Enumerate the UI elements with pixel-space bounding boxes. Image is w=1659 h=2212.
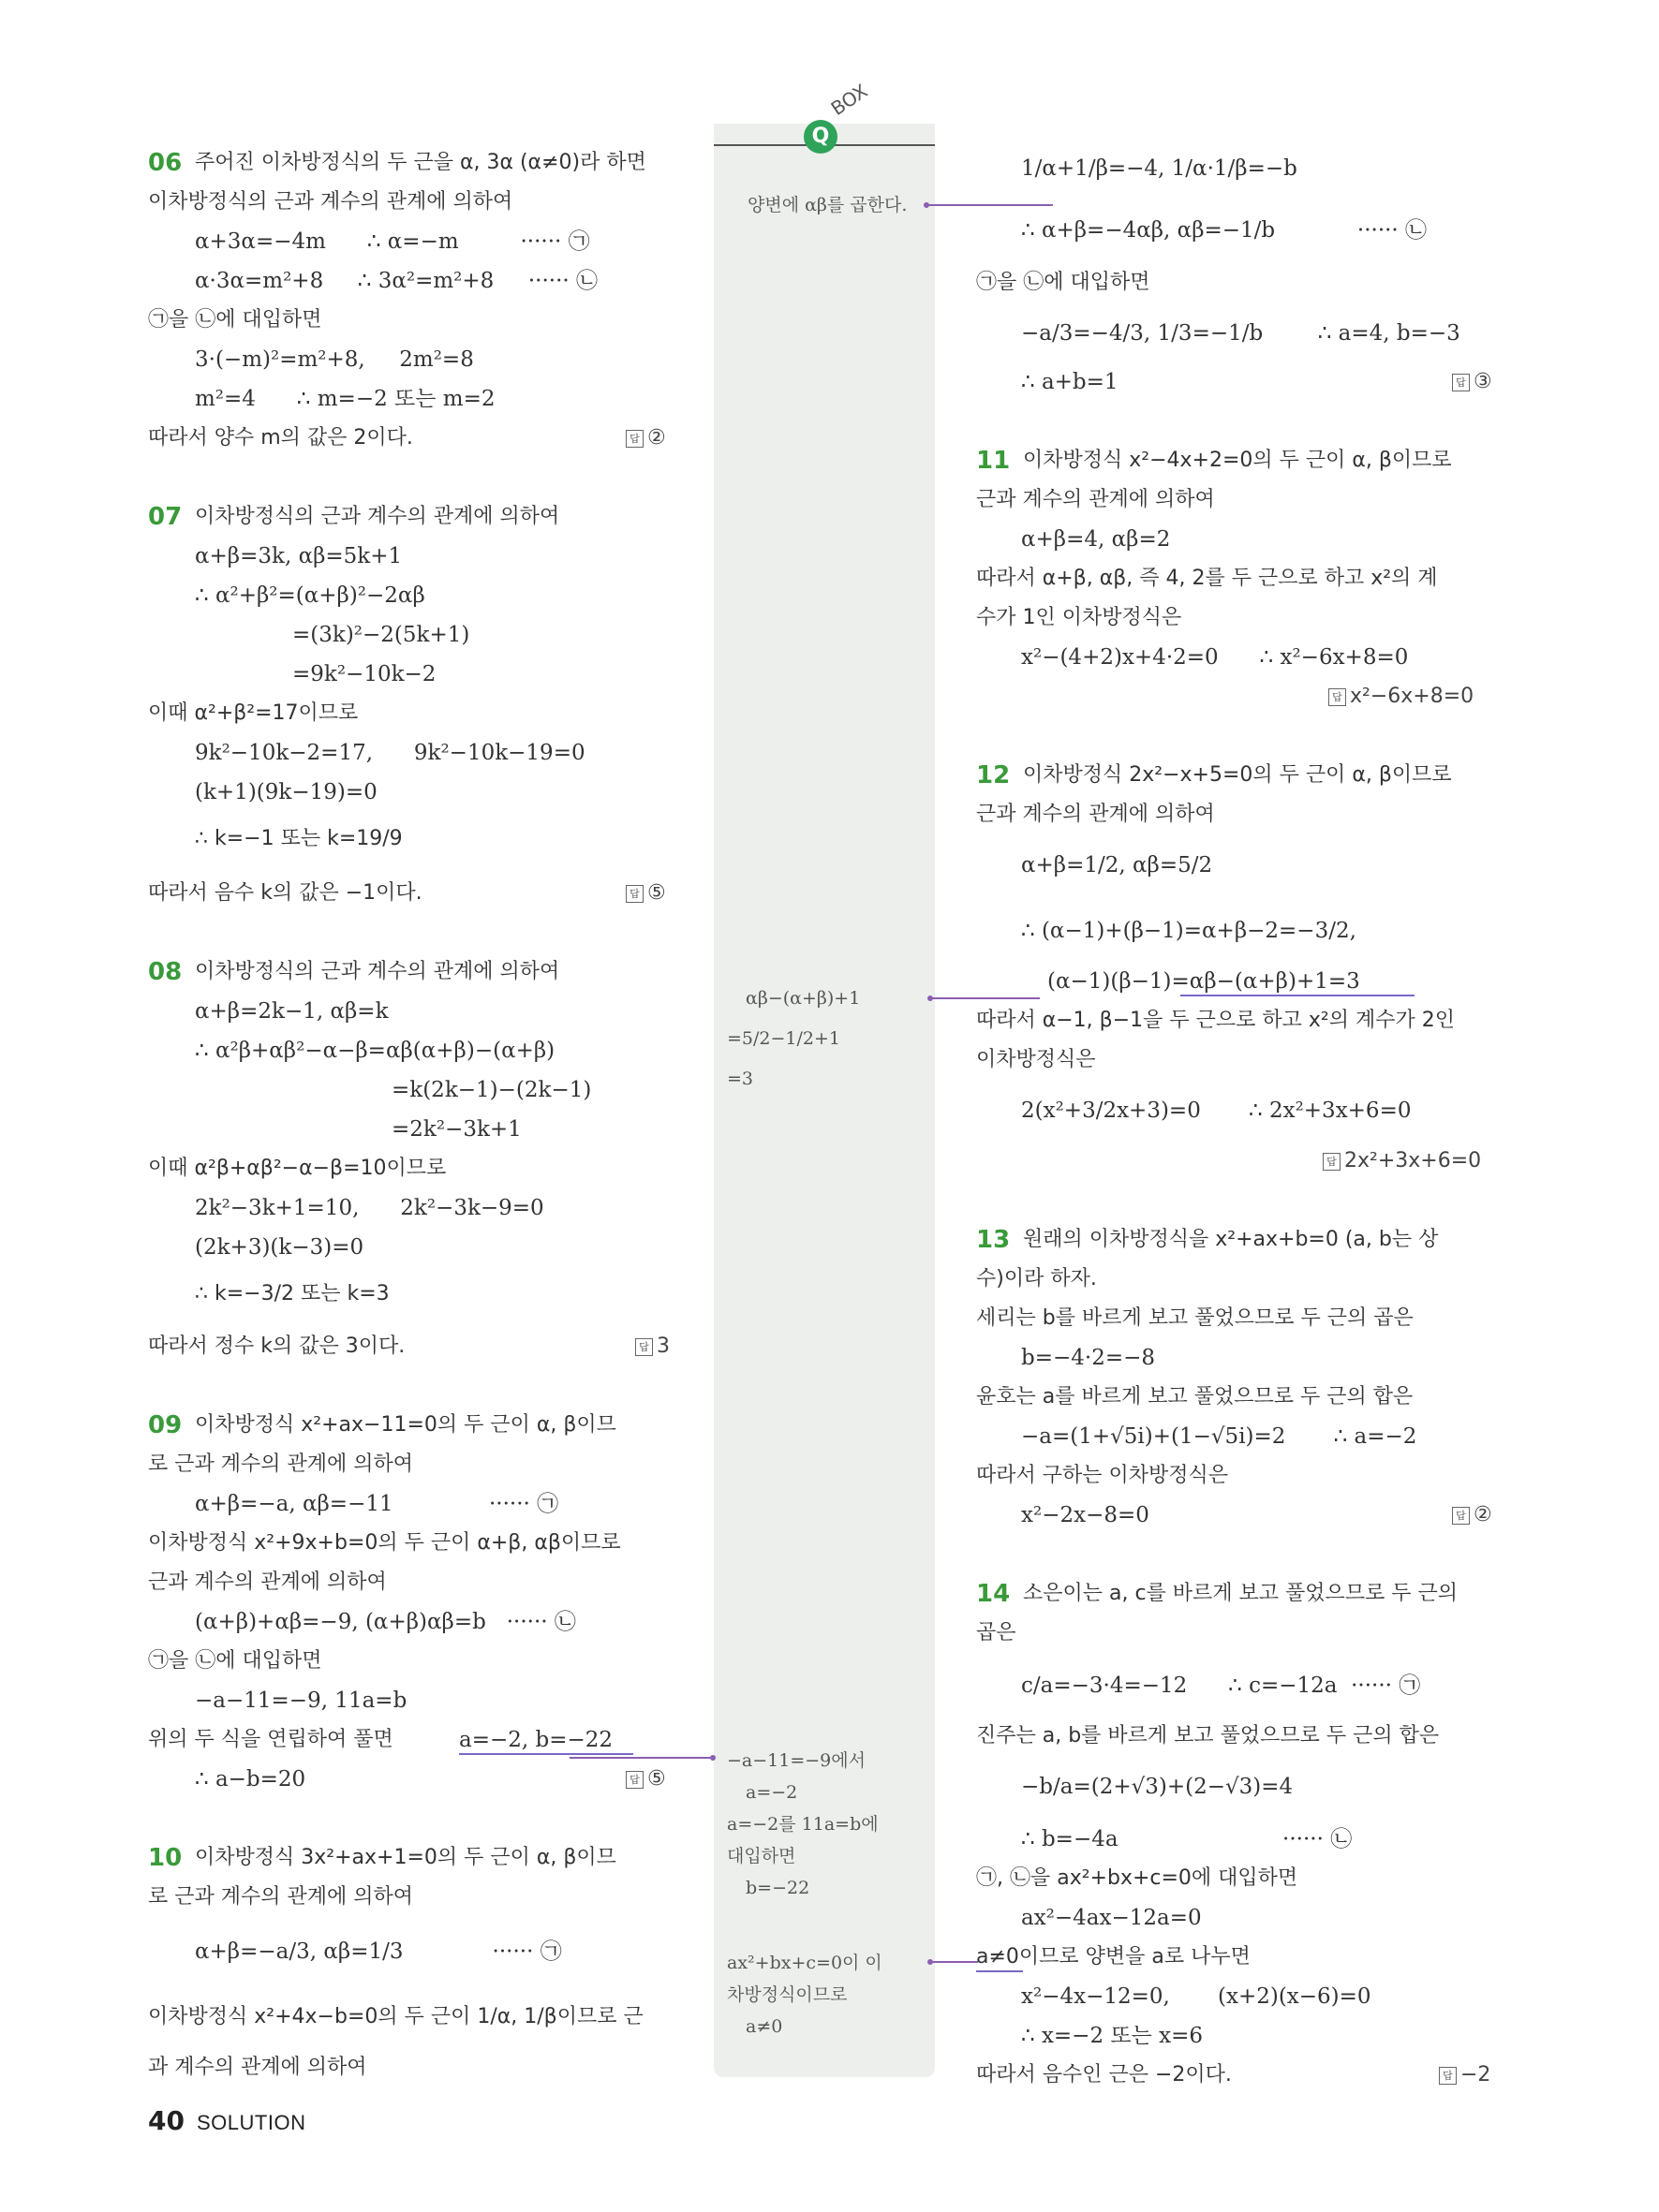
solution-line: 이차방정식 x²+4x−b=0의 두 근이 1/α, 1/β이므로 근 xyxy=(148,2005,644,2028)
solution-line: 따라서 α+β, αβ, 즉 4, 2를 두 근으로 하고 x²의 계 xyxy=(976,567,1438,590)
solution-line: 윤호는 a를 바르게 보고 풀었으므로 두 근의 합은 xyxy=(976,1385,1414,1408)
solution-line: ax²−4ax−12a=0 xyxy=(1021,1906,1202,1930)
solution-line: 이때 α²+β²=17이므로 xyxy=(148,701,359,725)
solution-line: 따라서 구하는 이차방정식은 xyxy=(976,1464,1229,1487)
problem-number: 11 xyxy=(976,447,1011,475)
solution-line: ∴ a+b=1 xyxy=(1021,370,1118,394)
solution-line: 3·(−m)²=m²+8, 2m²=8 xyxy=(195,347,474,372)
problem-number: 14 xyxy=(976,1580,1011,1608)
solution-line: ∴ x=−2 또는 x=6 xyxy=(1021,2024,1204,2048)
answer-box-icon: 답 xyxy=(626,430,644,448)
answer-value: ③ xyxy=(1474,370,1492,393)
solution-line: −a/3=−4/3, 1/3=−1/b ∴ a=4, b=−3 xyxy=(1021,321,1460,346)
solution-line: 근과 계수의 관계에 의하여 xyxy=(976,488,1215,511)
solution-line: x²−4x−12=0, (x+2)(x−6)=0 xyxy=(1021,1984,1371,2009)
underline xyxy=(976,1970,1023,1972)
solution-line: x²−(4+2)x+4·2=0 ∴ x²−6x+8=0 xyxy=(1021,645,1409,670)
solution-line: 위의 두 식을 연립하여 풀면 xyxy=(148,1728,393,1751)
solution-line: 1/α+1/β=−4, 1/α·1/β=−b xyxy=(1021,156,1297,181)
answer xyxy=(1439,2062,1490,2088)
solution-line: (2k+3)(k−3)=0 xyxy=(195,1235,364,1260)
solution-line: 근과 계수의 관계에 의하여 xyxy=(976,803,1215,826)
answer xyxy=(1452,1502,1492,1528)
answer xyxy=(626,1766,666,1792)
solution-line: 9k²−10k−2=17, 9k²−10k−19=0 xyxy=(195,741,585,765)
answer-value: −2 xyxy=(1460,2063,1491,2087)
solution-line: α+3α=−4m ∴ α=−m ······ ㉠ xyxy=(195,229,590,254)
connector-dot xyxy=(710,1755,716,1761)
solution-line: ㉠을 ㉡에 대입하면 xyxy=(148,1649,322,1673)
solution-line: 따라서 음수 k의 값은 −1이다. xyxy=(148,881,422,905)
underline xyxy=(459,1753,633,1755)
solution-line: =9k²−10k−2 xyxy=(292,662,437,686)
note-line: a=−2를 11a=b에 xyxy=(727,1814,879,1835)
answer-box-icon: 답 xyxy=(1452,374,1470,391)
solution-line: 이차방정식 x²+9x+b=0의 두 근이 α+β, αβ이므로 xyxy=(148,1531,621,1555)
connector-line xyxy=(570,1757,712,1759)
solution-line: 이차방정식은 xyxy=(976,1048,1096,1071)
answer-box-icon: 답 xyxy=(626,885,644,903)
solution-line: 2k²−3k+1=10, 2k²−3k−9=0 xyxy=(195,1196,544,1220)
note-line: =3 xyxy=(727,1069,754,1089)
solution-line: =(3k)²−2(5k+1) xyxy=(292,623,470,647)
answer-value: ⑤ xyxy=(647,1767,666,1791)
connector-dot xyxy=(924,202,929,208)
solution-line: ㉠, ㉡을 ax²+bx+c=0에 대입하면 xyxy=(976,1866,1298,1890)
connector-line xyxy=(929,997,1040,999)
solution-line: m²=4 ∴ m=−2 또는 m=2 xyxy=(195,387,496,411)
solution-line: 세리는 b를 바르게 보고 풀었으므로 두 근의 곱은 xyxy=(976,1306,1414,1330)
solution-line: ∴ α+β=−4αβ, αβ=−1/b ······ ㉡ xyxy=(1021,218,1428,243)
solution-line: =k(2k−1)−(2k−1) xyxy=(392,1078,592,1102)
solution-line: x²−2x−8=0 xyxy=(1021,1503,1149,1527)
solution-line: ∴ α²β+αβ²−α−β=αβ(α+β)−(α+β) xyxy=(195,1039,555,1063)
solution-line: α·3α=m²+8 ∴ 3α²=m²+8 ······ ㉡ xyxy=(195,269,599,293)
qbox-logo: Q xyxy=(804,120,837,154)
connector-line xyxy=(926,204,1053,206)
solution-line: α+β=4, αβ=2 xyxy=(1021,527,1171,552)
answer xyxy=(1328,684,1474,710)
solution-line: 로 근과 계수의 관계에 의하여 xyxy=(148,1453,413,1476)
solution-line: 이차방정식 x²−4x+2=0의 두 근이 α, β이므로 xyxy=(1023,449,1452,472)
solution-line: ∴ k=−3/2 또는 k=3 xyxy=(195,1282,390,1305)
note-line: 대입하면 xyxy=(727,1846,796,1866)
solution-line: 근과 계수의 관계에 의하여 xyxy=(148,1571,387,1594)
problem-number: 07 xyxy=(148,503,183,531)
solution-line: 이차방정식의 근과 계수의 관계에 의하여 xyxy=(148,190,513,214)
problem-number: 10 xyxy=(148,1844,183,1872)
solution-line: ㉠을 ㉡에 대입하면 xyxy=(976,271,1150,294)
problem-number: 08 xyxy=(148,958,183,986)
note-line: −a−11=−9에서 xyxy=(727,1750,866,1771)
answer xyxy=(626,425,666,451)
solution-line: α+β=2k−1, αβ=k xyxy=(195,999,389,1024)
solution-line: ∴ b=−4a ······ ㉡ xyxy=(1021,1827,1353,1851)
underline xyxy=(1180,995,1415,996)
solution-line: 소은이는 a, c를 바르게 보고 풀었으므로 두 근의 xyxy=(1023,1582,1459,1605)
solution-line: c/a=−3·4=−12 ∴ c=−12a ······ ㉠ xyxy=(1021,1674,1421,1698)
answer-value: ② xyxy=(647,426,666,450)
solution-line: 이때 α²β+αβ²−α−β=10이므로 xyxy=(148,1157,447,1180)
note-line: =5/2−1/2+1 xyxy=(727,1028,841,1049)
answer-value: 2x²+3x+6=0 xyxy=(1344,1149,1482,1172)
solution-line: ∴ α²+β²=(α+β)²−2αβ xyxy=(195,583,425,608)
solution-line: 따라서 α−1, β−1을 두 근으로 하고 x²의 계수가 2인 xyxy=(976,1009,1455,1032)
connector-dot xyxy=(927,1959,933,1965)
answer-value: x²−6x+8=0 xyxy=(1350,685,1474,708)
note-line: a≠0 xyxy=(746,2016,783,2037)
connector-dot xyxy=(927,995,933,1001)
note-line: αβ−(α+β)+1 xyxy=(746,988,861,1009)
solution-line: a≠0이므로 양변을 a로 나누면 xyxy=(976,1945,1251,1969)
answer-box-icon: 답 xyxy=(1439,2067,1457,2085)
solution-line: 수)이라 하자. xyxy=(976,1267,1097,1290)
solution-line: b=−4·2=−8 xyxy=(1021,1346,1156,1370)
solution-line: α+β=3k, αβ=5k+1 xyxy=(195,544,403,568)
answer-value: ② xyxy=(1474,1503,1492,1526)
problem-number: 12 xyxy=(976,761,1011,789)
answer-box-icon: 답 xyxy=(1323,1153,1341,1171)
solution-line: (k+1)(9k−19)=0 xyxy=(195,780,378,804)
solution-line: 진주는 a, b를 바르게 보고 풀었으므로 두 근의 합은 xyxy=(976,1724,1440,1747)
answer-box-icon: 답 xyxy=(1328,688,1346,706)
solution-line: −a=(1+√5i)+(1−√5i)=2 ∴ a=−2 xyxy=(1021,1424,1417,1449)
problem-number: 13 xyxy=(976,1226,1011,1254)
solution-line: ∴ k=−1 또는 k=19/9 xyxy=(195,827,403,850)
page-number: 40 xyxy=(148,2105,185,2136)
answer-box-icon: 답 xyxy=(635,1338,653,1356)
answer-box-icon: 답 xyxy=(1452,1507,1470,1525)
solution-line: −b/a=(2+√3)+(2−√3)=4 xyxy=(1021,1775,1294,1799)
solution-line: =2k²−3k+1 xyxy=(392,1117,522,1142)
note-line: 양변에 αβ를 곱한다. xyxy=(748,195,908,215)
solution-line: 주어진 이차방정식의 두 근을 α, 3α (α≠0)라 하면 xyxy=(195,151,646,174)
note-line: 차방정식이므로 xyxy=(727,1984,848,2005)
solution-line: 따라서 정수 k의 값은 3이다. xyxy=(148,1335,406,1358)
solution-line: 이차방정식의 근과 계수의 관계에 의하여 xyxy=(195,505,560,528)
answer xyxy=(1452,369,1492,395)
note-line: a=−2 xyxy=(746,1782,798,1803)
solution-line: 이차방정식 x²+ax−11=0의 두 근이 α, β이므 xyxy=(195,1413,616,1437)
solution-line: −a−11=−9, 11a=b xyxy=(195,1688,407,1713)
answer-value: 3 xyxy=(657,1335,670,1358)
solution-line: 과 계수의 관계에 의하여 xyxy=(148,2056,367,2079)
solution-line: 곱은 xyxy=(976,1621,1016,1644)
answer-box-icon: 답 xyxy=(626,1771,644,1789)
solution-line: (α+β)+αβ=−9, (α+β)αβ=b ······ ㉡ xyxy=(195,1610,576,1634)
answer xyxy=(626,880,666,907)
solution-line: α+β=−a, αβ=−11 ······ ㉠ xyxy=(195,1492,559,1516)
solution-line: (α−1)(β−1)=αβ−(α+β)+1=3 xyxy=(1047,969,1360,994)
solution-line: 수가 1인 이차방정식은 xyxy=(976,606,1182,629)
footer-label: SOLUTION xyxy=(197,2111,306,2134)
answer xyxy=(635,1334,670,1360)
note-line: ax²+bx+c=0이 이 xyxy=(727,1953,882,1973)
note-line: b=−22 xyxy=(746,1878,810,1898)
solution-line: ∴ (α−1)+(β−1)=α+β−2=−3/2, xyxy=(1021,919,1356,943)
solution-line: 이차방정식의 근과 계수의 관계에 의하여 xyxy=(195,960,560,983)
solution-line: 이차방정식 3x²+ax+1=0의 두 근이 α, β이므 xyxy=(195,1846,616,1869)
solution-line: α+β=1/2, αβ=5/2 xyxy=(1021,853,1213,877)
solution-line: 따라서 양수 m의 값은 2이다. xyxy=(148,426,413,450)
solution-line: 로 근과 계수의 관계에 의하여 xyxy=(148,1885,413,1909)
solution-line: 원래의 이차방정식을 x²+ax+b=0 (a, b는 상 xyxy=(1023,1228,1439,1251)
problem-number: 06 xyxy=(148,149,183,177)
qbox-label: BOX xyxy=(826,79,872,120)
connector-line xyxy=(929,1961,978,1963)
solution-line: α+β=−a/3, αβ=1/3 ······ ㉠ xyxy=(195,1939,562,1964)
solution-line: ∴ a−b=20 xyxy=(195,1767,306,1792)
solution-line: a=−2, b=−22 xyxy=(459,1728,614,1752)
solution-line: 따라서 음수인 근은 −2이다. xyxy=(976,2063,1232,2087)
solution-line: 이차방정식 2x²−x+5=0의 두 근이 α, β이므로 xyxy=(1023,763,1452,787)
answer-value: ⑤ xyxy=(647,881,666,905)
solution-line: ㉠을 ㉡에 대입하면 xyxy=(148,308,322,332)
solution-line: 2(x²+3/2x+3)=0 ∴ 2x²+3x+6=0 xyxy=(1021,1099,1412,1123)
problem-number: 09 xyxy=(148,1411,183,1439)
answer xyxy=(1323,1148,1481,1174)
